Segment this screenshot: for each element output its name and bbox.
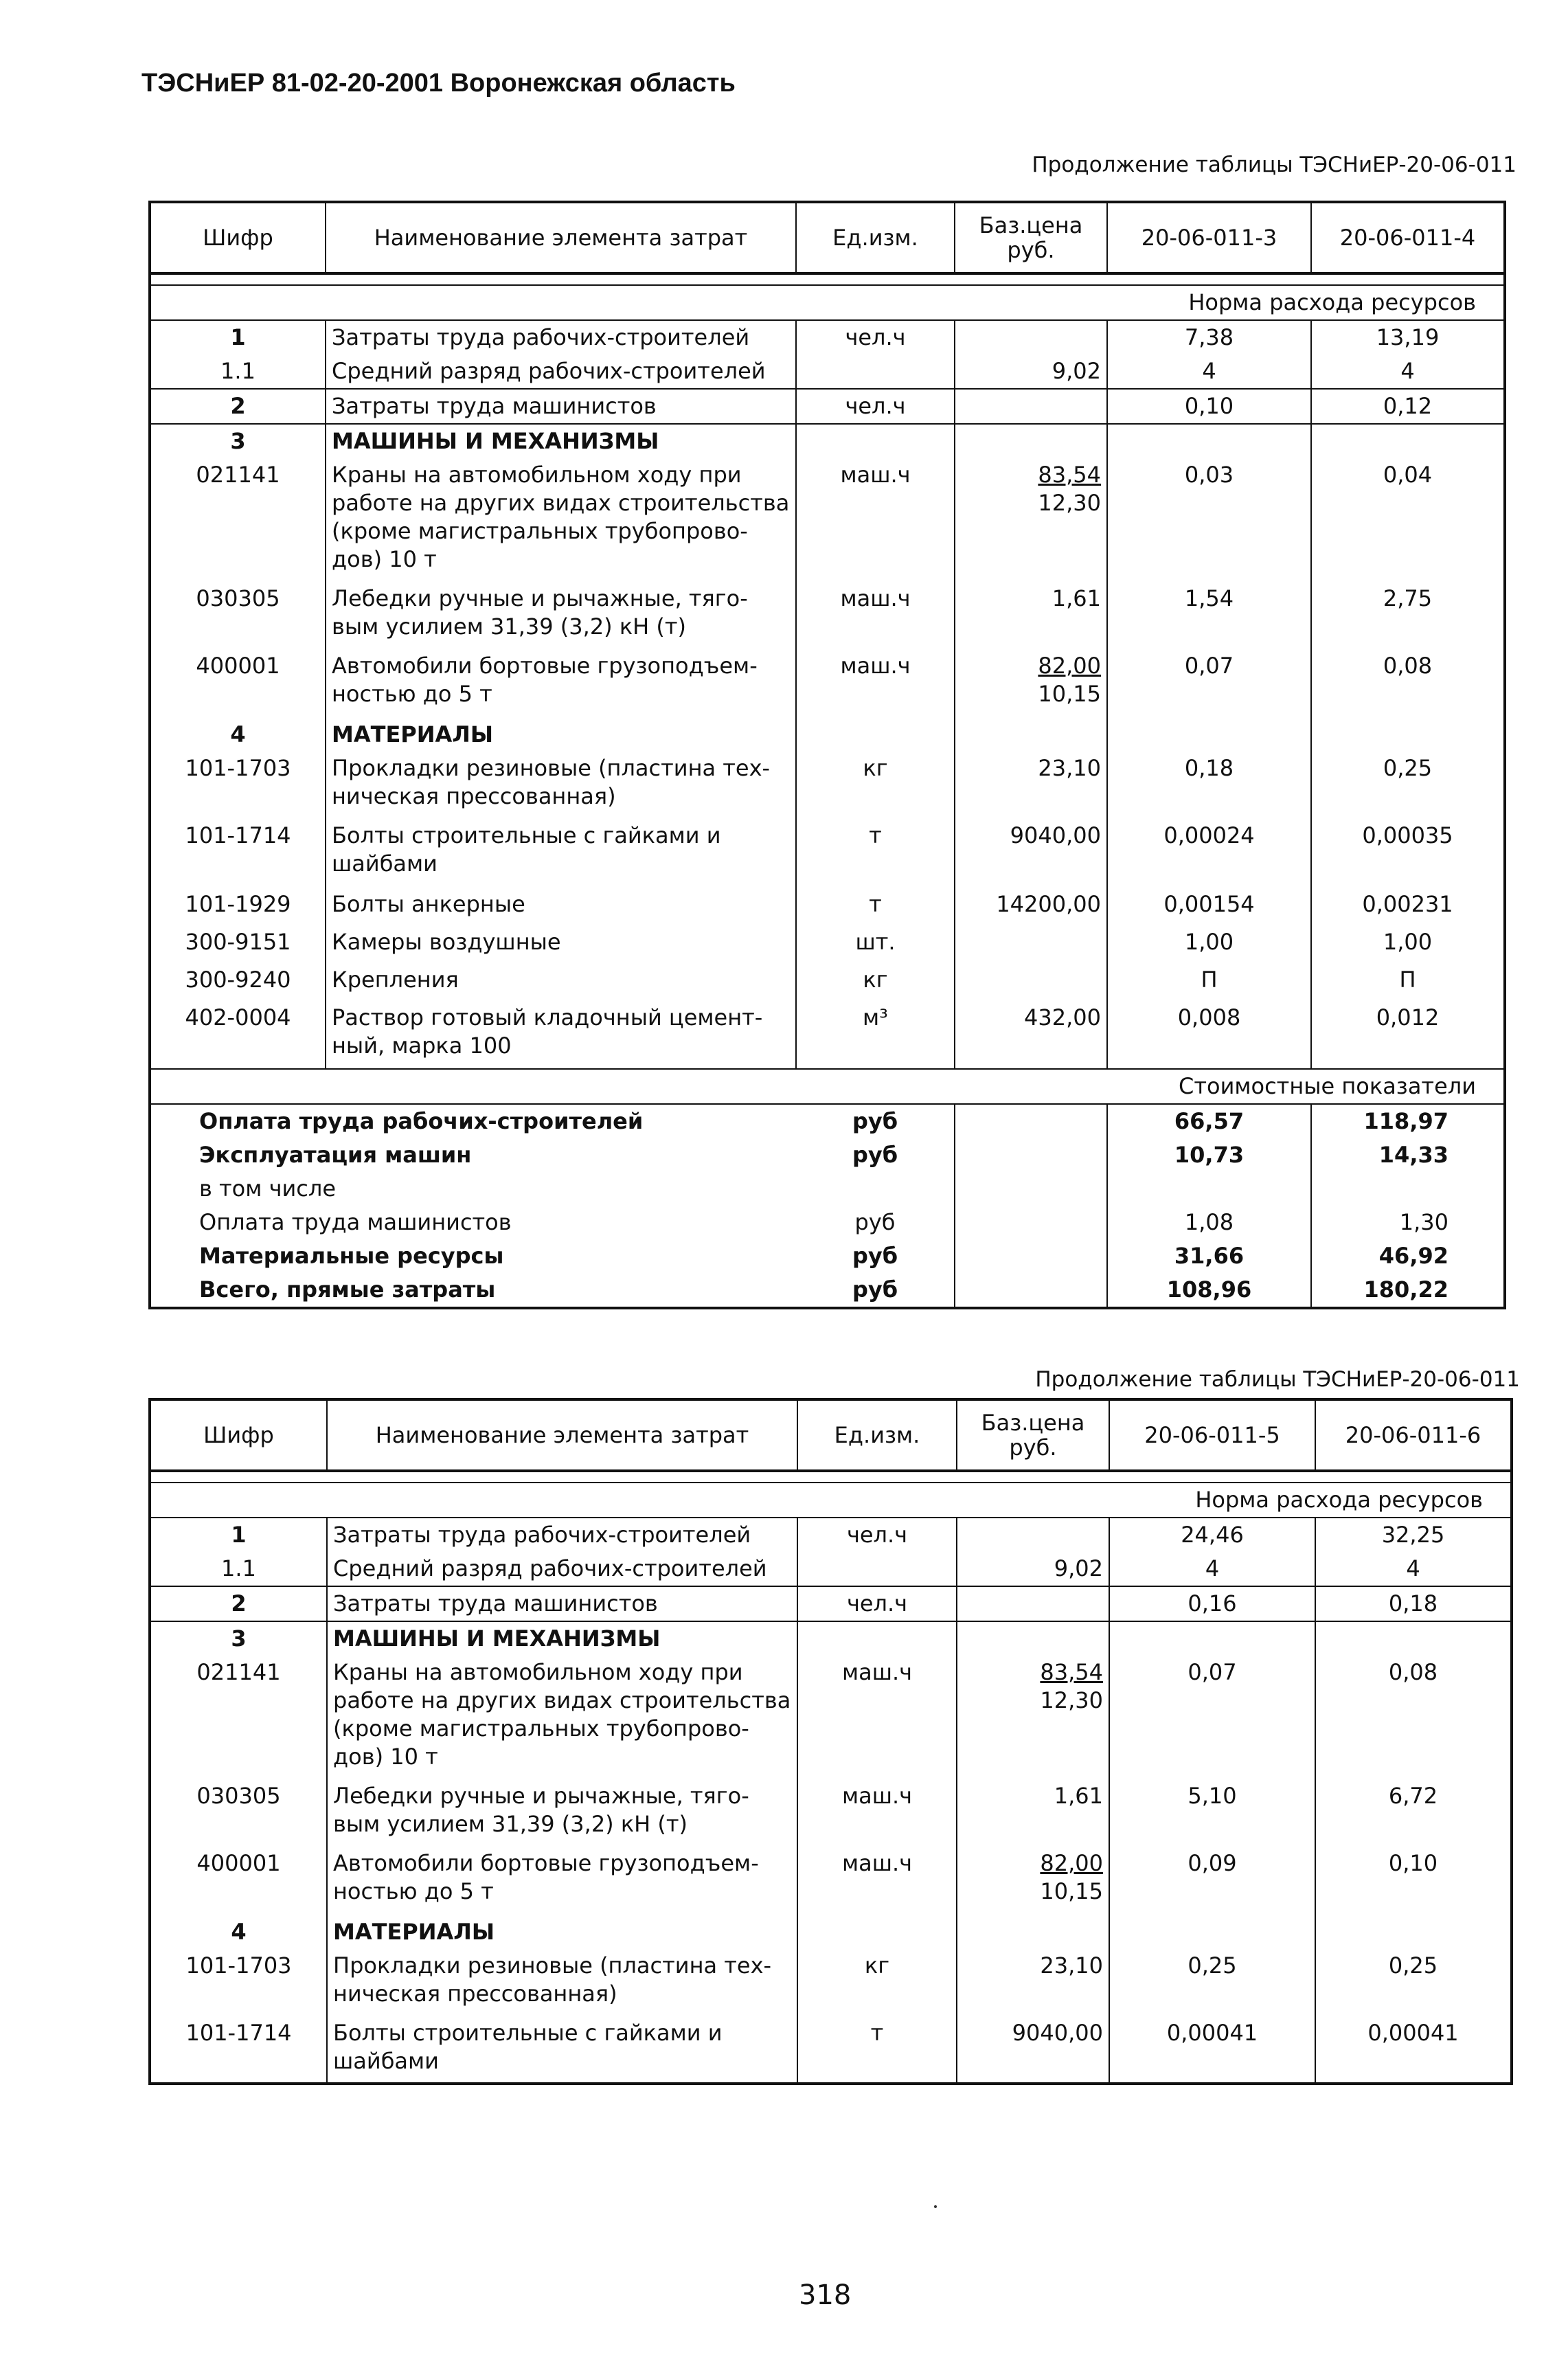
table-cell: Оплата труда рабочих-строителей (150, 1104, 796, 1138)
table-cell (796, 354, 955, 389)
table-cell: 0,25 (1315, 1949, 1512, 2011)
table-cell: 7,38 (1107, 320, 1311, 354)
cell-text-line: вым усилием 31,39 (3,2) кН (т) (333, 1811, 688, 1837)
cell-text-line: ный, марка 100 (332, 1033, 512, 1059)
table-cell: т (796, 813, 955, 881)
table-row (150, 389, 1505, 424)
cell-text-line: Баз.цена (981, 1410, 1085, 1436)
table-cell (1311, 424, 1505, 458)
table-row (150, 997, 1505, 1069)
table-cell: т (797, 2011, 957, 2084)
table-cell: Болты анкерные (326, 881, 796, 921)
cell-text-line: Автомобили бортовые грузоподъем- (333, 1850, 759, 1876)
table-cell: 0,18 (1107, 752, 1311, 813)
table-cell: 1,08 (1107, 1206, 1311, 1239)
table-cell: маш.ч (797, 1774, 957, 1841)
table-cell (326, 813, 796, 881)
table-cell: 0,25 (1311, 752, 1505, 813)
column-header-base-price (955, 202, 1107, 273)
table-cell: 4 (150, 1908, 327, 1949)
table-cell (1109, 1621, 1315, 1656)
table-cell (957, 1908, 1109, 1949)
table-cell: 4 (150, 711, 326, 752)
table-row (150, 881, 1505, 921)
table-cell: 13,19 (1311, 320, 1505, 354)
cell-text-line: Краны на автомобильном ходу при (333, 1659, 743, 1685)
table-cell: 14200,00 (955, 881, 1107, 921)
table-cell (327, 1774, 797, 1841)
table-cell: 402-0004 (150, 997, 326, 1069)
table-row (150, 320, 1505, 354)
cell-text-line: Лебедки ручные и рычажные, тяго- (333, 1783, 749, 1809)
table-cell: 1,54 (1107, 576, 1311, 644)
table-cell: Эксплуатация машин (150, 1138, 796, 1172)
cell-text-line: Автомобили бортовые грузоподъем- (332, 653, 758, 679)
column-header-code-a: 20-06-011-5 (1109, 1399, 1315, 1471)
cell-text-line: 83,54 (1038, 462, 1101, 488)
table-cell: 118,97 (1311, 1104, 1505, 1138)
table-cell: 101-1929 (150, 881, 326, 921)
table-cell: 4 (1109, 1552, 1315, 1586)
cell-text-line: работе на других видах строительства (333, 1687, 791, 1713)
table-cell (796, 1172, 955, 1206)
table-cell: 300-9151 (150, 921, 326, 959)
column-header-code: Шифр (150, 202, 326, 273)
page-number: 318 (799, 2279, 852, 2311)
table-row (150, 752, 1505, 813)
table-cell: 23,10 (955, 752, 1107, 813)
table-cell (150, 1471, 1512, 1483)
table-cell: 0,00035 (1311, 813, 1505, 881)
cell-text-line: Болты строительные с гайками и (333, 2020, 723, 2046)
table-cell (327, 1841, 797, 1908)
table-cell (797, 1552, 957, 1586)
table-row (150, 1518, 1512, 1552)
table-cell: Крепления (326, 959, 796, 997)
table-row (150, 1774, 1512, 1841)
norm-caption-row (150, 1483, 1512, 1518)
table-cell: 46,92 (1311, 1239, 1505, 1273)
table-cell: 180,22 (1311, 1273, 1505, 1308)
table-cell: 1 (150, 1518, 327, 1552)
table-cell: 1,30 (1311, 1206, 1505, 1239)
table-cell: 31,66 (1107, 1239, 1311, 1273)
table-cell: 1.1 (150, 354, 326, 389)
table-cell (955, 458, 1107, 576)
table-row (150, 813, 1505, 881)
table-cell: 9040,00 (957, 2011, 1109, 2084)
table-cell (1107, 711, 1311, 752)
table-cell (955, 424, 1107, 458)
norms-table-2 (148, 1398, 1513, 2085)
table-cell (955, 1172, 1107, 1206)
table-cell: Всего, прямые затраты (150, 1273, 796, 1308)
cell-text-line: вым усилием 31,39 (3,2) кН (т) (332, 613, 686, 640)
cell-text-line: 12,30 (1040, 1687, 1103, 1713)
table-cell (1107, 424, 1311, 458)
cell-text-line: ностью до 5 т (333, 1878, 494, 1904)
table-cell (796, 424, 955, 458)
table-cell: Средний разряд рабочих-строителей (326, 354, 796, 389)
table-cell (1109, 1908, 1315, 1949)
table-cell: 0,10 (1315, 1841, 1512, 1908)
table-cell: 0,00041 (1315, 2011, 1512, 2084)
cost-row (150, 1172, 1505, 1206)
table-row (150, 959, 1505, 997)
table-cell: МАТЕРИАЛЫ (326, 711, 796, 752)
table-cell: 101-1703 (150, 1949, 327, 2011)
column-header-name: Наименование элемента затрат (326, 202, 796, 273)
table-cell: П (1107, 959, 1311, 997)
column-header-code-b: 20-06-011-4 (1311, 202, 1505, 273)
cost-caption: Стоимостные показатели (150, 1069, 1505, 1104)
table-row (150, 1949, 1512, 2011)
table-header-row (150, 202, 1505, 273)
table-cell: Затраты труда машинистов (326, 389, 796, 424)
table-cell: 1,61 (957, 1774, 1109, 1841)
table-cell: 1,00 (1107, 921, 1311, 959)
table-header-row (150, 1399, 1512, 1471)
table-cell: чел.ч (797, 1518, 957, 1552)
cell-text-line: 82,00 (1040, 1850, 1103, 1876)
table-cell (150, 273, 1505, 285)
table-cell: 0,18 (1315, 1586, 1512, 1621)
table-cell (1311, 1172, 1505, 1206)
section-row-materials (150, 1908, 1512, 1949)
cell-text-line: Болты строительные с гайками и (332, 822, 721, 848)
section-row-machines (150, 424, 1505, 458)
table-cell (957, 1518, 1109, 1552)
table-cell: 0,012 (1311, 997, 1505, 1069)
table-cell: 0,03 (1107, 458, 1311, 576)
table-cell (1315, 1908, 1512, 1949)
table-cell: Оплата труда машинистов (150, 1206, 796, 1239)
norm-caption: Норма расхода ресурсов (150, 285, 1505, 320)
table-cell: маш.ч (797, 1841, 957, 1908)
column-header-code: Шифр (150, 1399, 327, 1471)
table-cell: руб (796, 1239, 955, 1273)
table-cell: 400001 (150, 644, 326, 711)
table-cell: 0,008 (1107, 997, 1311, 1069)
cost-row (150, 1239, 1505, 1273)
table-cell: чел.ч (796, 320, 955, 354)
table-cell (955, 921, 1107, 959)
table-cell: 2 (150, 1586, 327, 1621)
cell-text-line: (кроме магистральных трубопрово- (333, 1715, 749, 1742)
cell-text-line: Прокладки резиновые (пластина тех- (332, 755, 771, 781)
table-cell: кг (796, 752, 955, 813)
table-cell (326, 458, 796, 576)
table-cell: 0,08 (1311, 644, 1505, 711)
table-cell (955, 1239, 1107, 1273)
table-cell (957, 1621, 1109, 1656)
table-row (150, 458, 1505, 576)
cell-text-line: 83,54 (1040, 1659, 1103, 1685)
table-cell: 0,10 (1107, 389, 1311, 424)
column-header-base-price (957, 1399, 1109, 1471)
column-header-name: Наименование элемента затрат (327, 1399, 797, 1471)
table-continuation-caption: Продолжение таблицы ТЭСНиЕР-20-06-011 (1032, 153, 1516, 177)
cell-text-line: Краны на автомобильном ходу при (332, 462, 742, 488)
table-cell: 6,72 (1315, 1774, 1512, 1841)
table-cell: 3 (150, 1621, 327, 1656)
table-cell (1311, 711, 1505, 752)
table-cell (327, 1656, 797, 1774)
column-header-unit: Ед.изм. (796, 202, 955, 273)
table-cell: 0,00231 (1311, 881, 1505, 921)
table-cell: 0,16 (1109, 1586, 1315, 1621)
table-cell: маш.ч (797, 1656, 957, 1774)
table-cell: 4 (1107, 354, 1311, 389)
table-cell: 0,00024 (1107, 813, 1311, 881)
table-cell (796, 711, 955, 752)
table-cell: чел.ч (797, 1586, 957, 1621)
table-cell: 32,25 (1315, 1518, 1512, 1552)
cell-text-line: Прокладки резиновые (пластина тех- (333, 1952, 772, 1979)
table-cell: 1,61 (955, 576, 1107, 644)
table-row (150, 1656, 1512, 1774)
cell-text-line: 10,15 (1038, 681, 1101, 707)
table-cell: 0,04 (1311, 458, 1505, 576)
table-cell: Затраты труда рабочих-строителей (326, 320, 796, 354)
table-cell: 9040,00 (955, 813, 1107, 881)
table-cell: 1,00 (1311, 921, 1505, 959)
table-cell: 0,07 (1109, 1656, 1315, 1774)
cell-text-line: 10,15 (1040, 1878, 1103, 1904)
table-cell (326, 752, 796, 813)
table-cell: 9,02 (957, 1552, 1109, 1586)
table-cell: 23,10 (957, 1949, 1109, 2011)
cost-caption-row (150, 1069, 1505, 1104)
column-header-code-a: 20-06-011-3 (1107, 202, 1311, 273)
cell-text-line: дов) 10 т (333, 1744, 438, 1770)
norm-caption-row (150, 285, 1505, 320)
cell-text-line: руб. (1007, 237, 1055, 263)
table-cell: в том числе (150, 1172, 796, 1206)
table-row (150, 354, 1505, 389)
table-cell (326, 997, 796, 1069)
table-cell: П (1311, 959, 1505, 997)
table-cell (955, 320, 1107, 354)
table-cell: кг (797, 1949, 957, 2011)
cell-text-line: ностью до 5 т (332, 681, 492, 707)
cell-text-line: ническая прессованная) (332, 783, 616, 809)
table-cell (327, 2011, 797, 2084)
table-cell: чел.ч (796, 389, 955, 424)
table-cell: 1.1 (150, 1552, 327, 1586)
table-cell: 101-1703 (150, 752, 326, 813)
table-cell: 432,00 (955, 997, 1107, 1069)
table-cell: 400001 (150, 1841, 327, 1908)
table-cell: 9,02 (955, 354, 1107, 389)
table-cell: 66,57 (1107, 1104, 1311, 1138)
table-continuation-caption: Продолжение таблицы ТЭСНиЕР-20-06-011 (1035, 1367, 1520, 1392)
table-cell: 0,00154 (1107, 881, 1311, 921)
table-cell: 300-9240 (150, 959, 326, 997)
section-row-materials (150, 711, 1505, 752)
norms-table-1 (148, 201, 1506, 1309)
table-cell: 0,08 (1315, 1656, 1512, 1774)
table-cell: 101-1714 (150, 813, 326, 881)
table-cell: МАШИНЫ И МЕХАНИЗМЫ (327, 1621, 797, 1656)
table-row (150, 1552, 1512, 1586)
norm-caption: Норма расхода ресурсов (150, 1483, 1512, 1518)
cost-row (150, 1104, 1505, 1138)
table-cell: руб (796, 1273, 955, 1308)
table-cell: Затраты труда рабочих-строителей (327, 1518, 797, 1552)
table-cell: 021141 (150, 1656, 327, 1774)
column-header-code-b: 20-06-011-6 (1315, 1399, 1512, 1471)
cell-text-line: Баз.цена (979, 212, 1083, 238)
table-cell (326, 576, 796, 644)
table-cell (327, 1949, 797, 2011)
table-cell (326, 644, 796, 711)
table-cell: Затраты труда машинистов (327, 1586, 797, 1621)
cell-text-line: 12,30 (1038, 490, 1101, 516)
table-cell: 030305 (150, 1774, 327, 1841)
cost-row (150, 1138, 1505, 1172)
cell-text-line: работе на других видах строительства (332, 490, 790, 516)
table-cell (957, 1586, 1109, 1621)
table-cell (955, 389, 1107, 424)
table-cell: 4 (1311, 354, 1505, 389)
table-cell: руб (796, 1104, 955, 1138)
table-cell: Средний разряд рабочих-строителей (327, 1552, 797, 1586)
table-cell (955, 1206, 1107, 1239)
table-cell (797, 1621, 957, 1656)
table-cell: 24,46 (1109, 1518, 1315, 1552)
table-cell: 0,09 (1109, 1841, 1315, 1908)
table-cell (957, 1841, 1109, 1908)
table-cell: 0,12 (1311, 389, 1505, 424)
table-cell: 1 (150, 320, 326, 354)
table-cell (955, 711, 1107, 752)
table-cell: 0,25 (1109, 1949, 1315, 2011)
table-cell: МАШИНЫ И МЕХАНИЗМЫ (326, 424, 796, 458)
cell-text-line: Раствор готовый кладочный цемент- (332, 1004, 763, 1030)
table-cell: Материальные ресурсы (150, 1239, 796, 1273)
column-header-unit: Ед.изм. (797, 1399, 957, 1471)
cost-row (150, 1206, 1505, 1239)
table-row (150, 2011, 1512, 2084)
cell-text-line: (кроме магистральных трубопрово- (332, 518, 748, 544)
cell-text-line: Лебедки ручные и рычажные, тяго- (332, 585, 748, 611)
table-cell (1315, 1621, 1512, 1656)
table-cell: руб (796, 1138, 955, 1172)
table-cell (1107, 1172, 1311, 1206)
table-cell: маш.ч (796, 644, 955, 711)
table-cell (955, 644, 1107, 711)
table-row (150, 576, 1505, 644)
table-cell: 5,10 (1109, 1774, 1315, 1841)
table-cell: 14,33 (1311, 1138, 1505, 1172)
scan-speck (934, 2205, 937, 2208)
table-cell (955, 1273, 1107, 1308)
table-cell: МАТЕРИАЛЫ (327, 1908, 797, 1949)
table-cell: кг (796, 959, 955, 997)
table-cell: 0,07 (1107, 644, 1311, 711)
table-row (150, 644, 1505, 711)
table-cell: маш.ч (796, 458, 955, 576)
table-cell: 4 (1315, 1552, 1512, 1586)
table-cell: 0,00041 (1109, 2011, 1315, 2084)
table-cell (797, 1908, 957, 1949)
table-cell: м³ (796, 997, 955, 1069)
section-row-machines (150, 1621, 1512, 1656)
cell-text-line: 82,00 (1038, 653, 1101, 679)
table-cell (955, 1104, 1107, 1138)
cost-row-total (150, 1273, 1505, 1308)
page-title: ТЭСНиЕР 81-02-20-2001 Воронежская область (141, 69, 736, 98)
table-cell: руб (796, 1206, 955, 1239)
table-row (150, 1586, 1512, 1621)
table-cell (955, 959, 1107, 997)
table-row (150, 921, 1505, 959)
table-cell: 2 (150, 389, 326, 424)
cell-text-line: руб. (1009, 1434, 1057, 1461)
table-cell: шт. (796, 921, 955, 959)
table-row (150, 1841, 1512, 1908)
table-cell: 021141 (150, 458, 326, 576)
table-cell: Камеры воздушные (326, 921, 796, 959)
table-cell (957, 1656, 1109, 1774)
cell-text-line: шайбами (332, 850, 438, 877)
table-cell: 030305 (150, 576, 326, 644)
cell-text-line: ническая прессованная) (333, 1981, 617, 2007)
table-cell: 101-1714 (150, 2011, 327, 2084)
cell-text-line: шайбами (333, 2048, 439, 2074)
table-cell: т (796, 881, 955, 921)
table-cell: 108,96 (1107, 1273, 1311, 1308)
table-cell: 2,75 (1311, 576, 1505, 644)
table-cell: 10,73 (1107, 1138, 1311, 1172)
spacer-row (150, 273, 1505, 285)
table-cell: маш.ч (796, 576, 955, 644)
spacer-row (150, 1471, 1512, 1483)
cell-text-line: дов) 10 т (332, 546, 437, 572)
table-cell: 3 (150, 424, 326, 458)
table-cell (955, 1138, 1107, 1172)
